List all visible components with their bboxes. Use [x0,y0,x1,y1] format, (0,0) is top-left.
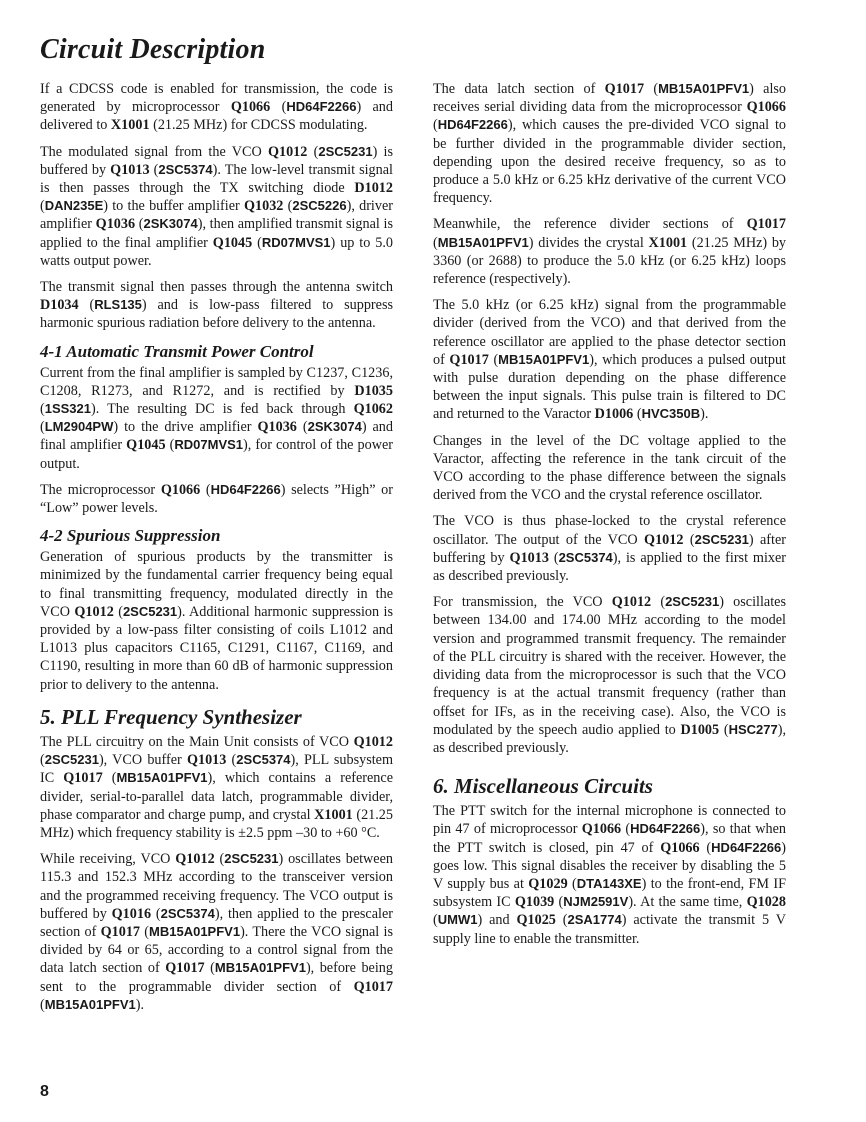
part-number: HD64F2266 [630,821,701,837]
text-run: (21.25 MHz) which frequency stability is ±2.5 ppm –30 to +60 °C. [40,806,393,841]
part-number: 2SK3074 [143,216,198,232]
component-ref: Q1066 [746,99,786,116]
text-run: ( [102,770,117,787]
text-run: ) selects ”High” or “Low” power levels. [40,481,393,517]
part-number: HD64F2266 [210,481,281,497]
text-run: The PLL circuitry on the Main Unit consists of VCO [40,733,354,750]
part-number: MB15A01PFV1 [214,960,306,976]
page-title: Circuit Description [40,34,266,65]
text-run: ( [683,531,695,548]
component-ref: Q1032 [243,198,284,215]
part-number: 2SC5231 [224,851,279,867]
part-number: MB15A01PFV1 [44,996,136,1012]
text-run: ( [555,912,568,929]
part-number: DAN235E [44,198,104,214]
text-run: ( [165,437,175,454]
text-run: ( [40,401,45,418]
text-run: ), driver amplifier [40,198,393,233]
part-number: 2SC5231 [318,143,373,159]
part-number: 2SC5374 [558,549,613,565]
text-run: ) activate the transmit 5 V supply line to enable the transmitter. [433,912,786,947]
text-run: ), PLL subsystem IC [40,752,394,787]
subsection-heading: 4-1 Automatic Transmit Power Control [40,341,314,361]
text-run: ( [433,912,438,929]
text-run: ( [567,875,577,892]
text-run: ) to the buffer amplifier [103,198,244,215]
part-number: 2SA1774 [567,912,622,928]
text-run: ( [554,894,564,911]
component-ref: Q1036 [95,216,136,233]
text-run: Current from the final amplifier is sampled by C1237, C1236, C1208, R1273, and R1272, and is rectified by [40,364,393,399]
text-run: The data latch section of [433,81,605,97]
text-run: ( [214,851,225,868]
component-ref: Q1025 [516,912,556,929]
text-run: ), which causes the pre-divided VCO signal to be further divided in the programmable divider section, depending upon the desired receive frequency, so as to produce a 5.0 kHz or 6.25 kHz derivative of the current VCO frequency. [433,117,786,207]
part-number: HD64F2266 [711,839,782,855]
part-number: 2SC5231 [694,531,749,547]
part-number: MB15A01PFV1 [116,770,208,786]
part-number: MB15A01PFV1 [437,234,529,250]
text-run: ) divides the crystal [528,234,649,251]
text-run: ) goes low. This signal disables the receiver by disabling the 5 V supply bus at [433,839,787,892]
paragraph [433,802,786,948]
text-run: (21.25 MHz) for CDCSS modulating. [149,117,368,134]
component-ref: X1001 [110,117,150,134]
text-run: ( [548,549,559,566]
part-number: RD07MVS1 [261,234,331,250]
part-number: HD64F2266 [437,117,508,133]
part-number: MB15A01PFV1 [149,923,241,939]
paragraph [40,80,393,135]
part-number: RLS135 [94,297,142,313]
component-ref: Q1017 [100,923,141,940]
text-run: ) and [477,912,517,929]
text-run: ( [651,594,666,611]
text-run: ), so that when the PTT switch is closed, pin 47 of [433,821,786,856]
part-number: 2SC5231 [665,594,720,610]
text-run: ( [283,198,293,215]
text-run: ). The low-level transmit signal is then passes through the TX switching diode [40,161,393,197]
text-run: If a CDCSS code is enabled for transmission, the code is generated by microprocessor [40,81,393,116]
component-ref: Q1016 [111,905,152,922]
component-ref: D1005 [680,721,720,738]
text-run: ( [204,960,215,977]
text-run: ( [40,752,45,769]
text-run: ( [200,481,211,498]
text-run: ( [644,81,659,97]
component-ref: Q1012 [611,594,652,611]
part-number: 2SC5374 [158,161,213,177]
component-ref: D1006 [594,406,634,423]
text-run: ( [699,839,712,856]
text-run: ( [433,234,438,251]
part-number: HD64F2266 [286,99,357,115]
text-run: ), is applied to the first mixer as described previously. [433,549,787,585]
part-number: 1SS321 [44,401,91,417]
component-ref: Q1012 [175,851,215,868]
part-number: 2SK3074 [307,419,362,435]
text-run: ), as described previously. [433,721,786,756]
component-ref: Q1066 [230,99,271,116]
component-ref: Q1017 [165,960,205,977]
component-ref: Q1066 [581,821,622,838]
text-run: ( [270,99,287,116]
component-ref: X1001 [314,806,353,823]
text-run: Generation of spurious products by the transmitter is minimized by the fundamental carrier frequency being equal to final transmitting frequency, modulated directly in the VCO [40,549,393,620]
part-number: 2SC5374 [160,905,215,921]
component-ref: Q1036 [257,419,297,436]
component-ref: Q1066 [160,481,201,498]
paragraph [433,296,786,423]
section-heading: 5. PLL Frequency Synthesizer [40,704,302,729]
component-ref: Q1012 [74,603,114,620]
paragraph [433,80,786,207]
part-number: NJM2591V [563,894,629,910]
text-run: ) and is low-pass filtered to suppress harmonic spurious radiation before delivery to the antenna. [40,297,393,332]
paragraph [40,733,393,842]
left-column [40,80,393,1022]
text-run: ), then amplified transmit signal is applied to the final amplifier [40,216,393,251]
text-run: ( [488,351,499,368]
component-ref: Q1013 [110,161,150,178]
text-run: ). There the VCO signal is divided by 64 or 65, according to a control signal from the data latch section of [40,923,393,977]
component-ref: D1034 [40,297,79,314]
subsection-heading: 4-2 Spurious Suppression [40,526,221,546]
text-run: ) up to 5.0 watts output power. [40,234,394,269]
text-run: ( [40,198,45,215]
component-ref: Q1062 [353,401,393,418]
text-run: The PTT switch for the internal microphone is connected to pin 47 of microprocessor [433,803,786,838]
part-number: MB15A01PFV1 [498,351,590,367]
text-run: ( [40,419,45,436]
text-run: ) and delivered to [40,99,393,134]
component-ref: Q1066 [660,839,700,856]
paragraph [40,548,393,694]
component-ref: Q1012 [644,531,684,548]
text-run: ), before being sent to the programmable divider section of [40,960,393,995]
paragraph [40,850,393,1014]
text-run: ( [135,216,144,233]
text-run: ( [307,143,319,160]
component-ref: X1001 [648,234,688,251]
part-number: DTA143XE [576,875,642,891]
text-run: For transmission, the VCO [433,594,612,611]
text-run: ( [621,821,631,838]
text-run: ). The resulting DC is fed back through [91,401,354,418]
component-ref: Q1017 [449,351,489,368]
text-run: ), then applied to the prescaler section of [40,905,393,940]
text-run: ( [252,234,262,251]
paragraph [40,481,393,517]
part-number: 2SC5374 [236,752,291,768]
text-run: ( [140,923,150,940]
paragraph [40,278,393,333]
component-ref: Q1028 [746,894,786,911]
text-run: ( [151,905,161,922]
text-run: ( [433,117,438,134]
paragraph [433,593,786,757]
text-run: ( [296,419,308,436]
text-run: ( [226,752,237,769]
text-run: ) oscillates between 115.3 and 152.3 MHz according to the transceiver version and the programmed receiving frequency. The VCO output is buffered by [40,851,393,922]
text-run: ( [78,297,95,314]
text-run: ). Additional harmonic suppression is provided by a low-pass filter consisting of coils L1012 and L1013 plus capacitors C1165, C1291, C1167, C1169, and C1190, resulting in more than 60 dB of harmonic suppression prior to delivery to the antenna. [40,603,393,693]
text-run: The VCO is thus phase-locked to the crystal reference oscillator. The output of the VCO [433,513,786,548]
text-run: ) after buffering by [433,531,786,566]
text-run: ) is buffered by [40,143,393,178]
text-run: ( [633,406,642,423]
part-number: HVC350B [641,406,701,422]
section-heading: 6. Miscellaneous Circuits [433,774,653,799]
text-run: Meanwhile, the reference divider sections of [433,216,747,233]
right-column [433,80,786,956]
paragraph [40,143,393,270]
text-run: ( [149,161,159,178]
component-ref: Q1045 [212,234,253,251]
text-run: ) also receives serial dividing data from the microprocessor [433,81,786,116]
part-number: 2SC5226 [292,198,347,214]
part-number: HSC277 [728,721,778,737]
component-ref: D1035 [354,382,393,399]
part-number: UMW1 [437,912,478,928]
component-ref: Q1012 [267,143,308,160]
component-ref: Q1012 [353,733,393,750]
text-run: ). At the same time, [628,894,747,911]
text-run: The 5.0 kHz (or 6.25 kHz) signal from the programmable divider (derived from the VCO) and that derived from the reference oscillator are applied to the phase detector section of [433,297,786,368]
text-run: The microprocessor [40,481,161,498]
part-number: MB15A01PFV1 [658,81,750,96]
page-number: 8 [40,1083,49,1100]
text-run: ), which contains a reference divider, serial-to-parallel data latch, programmable divider, phase comparator and charge pump, and crystal [40,770,393,823]
paragraph [433,215,786,288]
part-number: LM2904PW [44,419,114,435]
paragraph [433,512,786,585]
part-number: 2SC5231 [122,603,178,619]
component-ref: Q1017 [353,978,393,995]
component-ref: Q1029 [528,875,568,892]
component-ref: Q1017 [746,216,786,233]
text-run: ). [700,406,709,423]
component-ref: Q1045 [126,437,166,454]
text-run: (21.25 MHz) by 3360 (or 2688) to produce the 5.0 kHz (or 6.25 kHz) loops reference (respectively). [433,234,787,288]
text-run: ) to the drive amplifier [113,419,258,436]
text-run: The modulated signal from the VCO [40,143,268,160]
text-run: ) oscillates between 134.00 and 174.00 MHz according to the model version and programmed transmit frequency. The remainder of the PLL circuitry is shared with the receiver. However, the dividing data from the microprocessor is such that the VCO frequency is at the actual transmit frequency (rather than offset for IFs, as in the receiving case). Also, the VCO is modulated by the speech audio applied to [433,594,786,738]
paragraph [433,432,786,505]
text-run: ). [135,996,145,1013]
text-run: Changes in the level of the DC voltage applied to the Varactor, affecting the reference in the tank circuit of the VCO according to the phase difference between the signals derived from the VCO and the crystal reference oscillator. [433,432,786,504]
text-run: The transmit signal then passes through the antenna switch [40,279,393,296]
text-run: ) to the front-end, FM IF subsystem IC [433,875,786,911]
text-run: While receiving, VCO [40,851,176,868]
text-run: ), which produces a pulsed output with pulse duration depending on the phase difference between the input signals. This pulse train is filtered to DC and returned to the Varactor [433,351,786,423]
text-run: ( [719,721,729,738]
paragraph [40,364,393,473]
text-run: ) and final amplifier [40,419,393,454]
text-run: ), for control of the power output. [40,437,394,472]
text-run: ( [113,603,123,620]
component-ref: Q1013 [186,752,227,769]
component-ref: Q1039 [514,894,555,911]
component-ref: Q1017 [63,770,103,787]
text-run: ( [40,996,45,1013]
component-ref: Q1013 [509,549,549,566]
component-ref: D1012 [354,180,393,197]
part-number: RD07MVS1 [174,437,244,453]
text-run: ), VCO buffer [98,752,187,769]
component-ref: Q1017 [604,81,645,97]
part-number: 2SC5231 [44,752,99,768]
